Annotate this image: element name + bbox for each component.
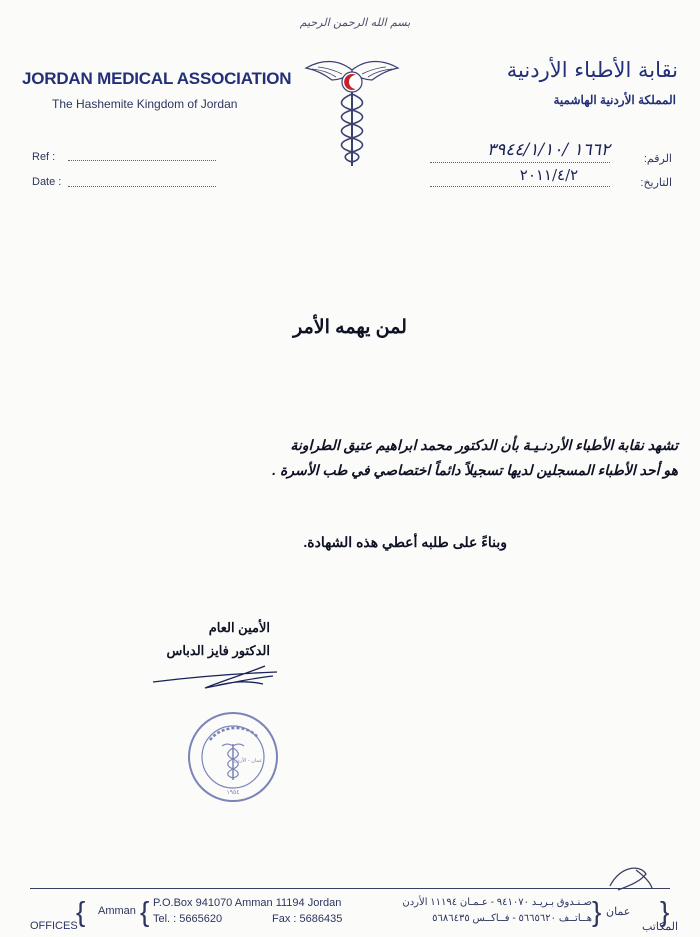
footer-pobox-ar: صـنـدوق بـريـد ٩٤١٠٧٠ - عـمـان ١١١٩٤ الأردن [402,897,592,908]
org-subtitle-en: The Hashemite Kingdom of Jordan [52,97,238,111]
date-label-en: Date : [32,176,62,188]
stamp-text-middle: عمان - الأردن [233,758,263,764]
org-name-ar: نقابة الأطباء الأردنية [506,58,678,82]
footer-brace-icon: { [76,896,86,927]
signatory-title: الأمين العام [208,620,270,635]
footer-tel-en: Tel. : 5665620 [153,913,223,925]
handwritten-signature [145,660,285,695]
letter-heading: لمن يهمه الأمر [293,317,407,338]
date-value: ٢٠١١/٤/٢ [519,166,579,184]
letter-closing: وبناءً على طلبه أعطي هذه الشهادة. [303,534,507,550]
footer-offices-en: OFFICES [30,920,78,932]
footer-amman-ar: عمان [606,906,631,918]
ref-label-en: Ref : [32,151,56,163]
stamp-year: ١٩٥٤ [226,789,240,796]
footer-amman-en: Amman [98,905,136,917]
footer-pobox-en: P.O.Box 941070 Amman 11194 Jordan [153,897,342,909]
footer-brace-icon: } [660,896,670,927]
ref-dotted-line [68,160,216,161]
footer-tel-ar: هــاتــف ٥٦٦٥٦٢٠ - فــاكــس ٥٦٨٦٤٣٥ [432,913,592,924]
bismillah-header: بسم الله الرحمن الرحيم [299,16,411,29]
date-label-ar: التاريخ: [640,177,672,189]
footer-divider [30,888,670,889]
footer-mark-icon [600,856,660,896]
caduceus-icon [302,40,402,170]
letter-body [130,433,678,483]
letter-body-line-1: تشهد نقابة الأطباء الأردنـيـة بأن الدكتور محمد ابراهيم عتيق الطراونة [290,437,678,453]
signatory-name: الدكتور فايز الدباس [166,643,270,658]
ref-ar-dotted-line [430,162,610,163]
org-name-en: JORDAN MEDICAL ASSOCIATION [22,69,292,88]
footer-fax-en: Fax : 5686435 [272,913,343,925]
footer-brace-icon: { [140,896,150,927]
letter-body-line-2: هو أحد الأطباء المسجلين لديها تسجيلاً دائماً اختصاصي في طب الأسرة . [272,462,678,478]
ref-number-value: ١٦٦٢ /٣٩٤٤/١/١٠ [486,140,610,160]
footer-brace-icon: } [592,896,602,927]
date-dotted-line [68,186,216,187]
date-ar-dotted-line [430,186,610,187]
org-subtitle-ar: المملكة الأردنية الهاشمية [553,93,676,107]
ref-label-ar: الرقم: [643,153,672,165]
footer-offices-ar: المكاتب [642,921,679,933]
official-stamp [186,710,280,804]
